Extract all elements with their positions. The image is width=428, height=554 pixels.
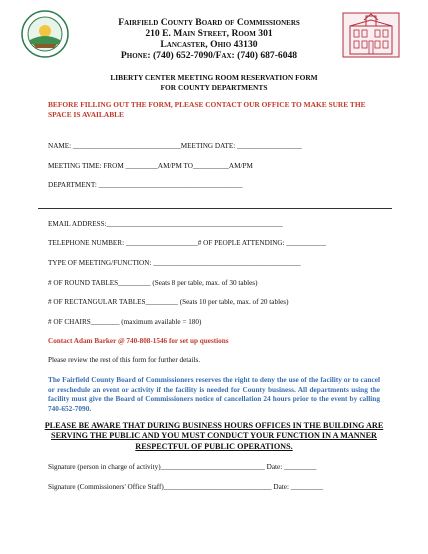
chairs-field[interactable]: # OF CHAIRS________ (maximum available = 180) [48, 318, 202, 326]
meeting-type-field[interactable]: TYPE OF MEETING/FUNCTION: _________________________________________ [48, 259, 301, 267]
courthouse-building-icon [342, 12, 400, 58]
header-city: Lancaster, Ohio 43130 [160, 39, 258, 50]
rectangular-tables-field[interactable]: # OF RECTANGULAR TABLES_________ (Seats 10 per table, max. of 20 tables) [48, 298, 289, 306]
header-phone: Phone: (740) 652-7090/Fax: (740) 687-6048 [120, 50, 298, 61]
round-tables-field[interactable]: # OF ROUND TABLES_________ (Seats 8 per table, max. of 30 tables) [48, 279, 258, 287]
form-title: LIBERTY CENTER MEETING ROOM RESERVATION FORM [110, 73, 318, 82]
availability-warning: BEFORE FILLING OUT THE FORM, PLEASE CONTACT OUR OFFICE TO MAKE SURE THE SPACE IS AVAILABLE [48, 100, 366, 119]
signature-staff-field[interactable]: Signature (Commissioners' Office Staff)______________________________ Date: _________ [48, 483, 324, 491]
form-subtitle: FOR COUNTY DEPARTMENTS [160, 83, 268, 92]
telephone-attendance-field[interactable]: TELEPHONE NUMBER: ____________________# OF PEOPLE ATTENDING: ___________ [48, 239, 326, 247]
section-divider [38, 208, 392, 209]
meeting-time-field[interactable]: MEETING TIME: FROM _________AM/PM TO__________AM/PM [48, 162, 253, 170]
name-date-field[interactable]: NAME: ______________________________MEETING DATE: __________________ [48, 142, 302, 150]
header-address: 210 E. Main Street, Room 301 [145, 28, 273, 39]
cancellation-policy: The Fairfield County Board of Commissioners reserves the right to deny the use of the facility or to cancel or reschedule an event or activity if the facility is needed for County business. All departments using the facility must give the Board of Commissioners notice of cancellation 24 hours prior to the event by calling 740-652-7090. [48, 375, 380, 413]
department-field[interactable]: DEPARTMENT: ________________________________________ [48, 181, 243, 189]
review-note: Please review the rest of this form for further details. [48, 356, 201, 364]
header-org-name: Fairfield County Board of Commissioners [118, 17, 300, 28]
public-operations-notice: PLEASE BE AWARE THAT DURING BUSINESS HOURS OFFICES IN THE BUILDING ARE SERVING THE PUBLIC AND YOU MUST CONDUCT YOUR FUNCTION IN A MANNER RESPECTFUL OF PUBLIC OPERATIONS. [44, 421, 384, 451]
email-field[interactable]: EMAIL ADDRESS:_________________________________________________ [48, 220, 283, 228]
setup-contact: Contact Adam Barker @ 740-808-1546 for set up questions [48, 337, 229, 345]
signature-person-field[interactable]: Signature (person in charge of activity)_____________________________ Date: _________ [48, 463, 317, 471]
county-seal-icon [21, 10, 69, 58]
